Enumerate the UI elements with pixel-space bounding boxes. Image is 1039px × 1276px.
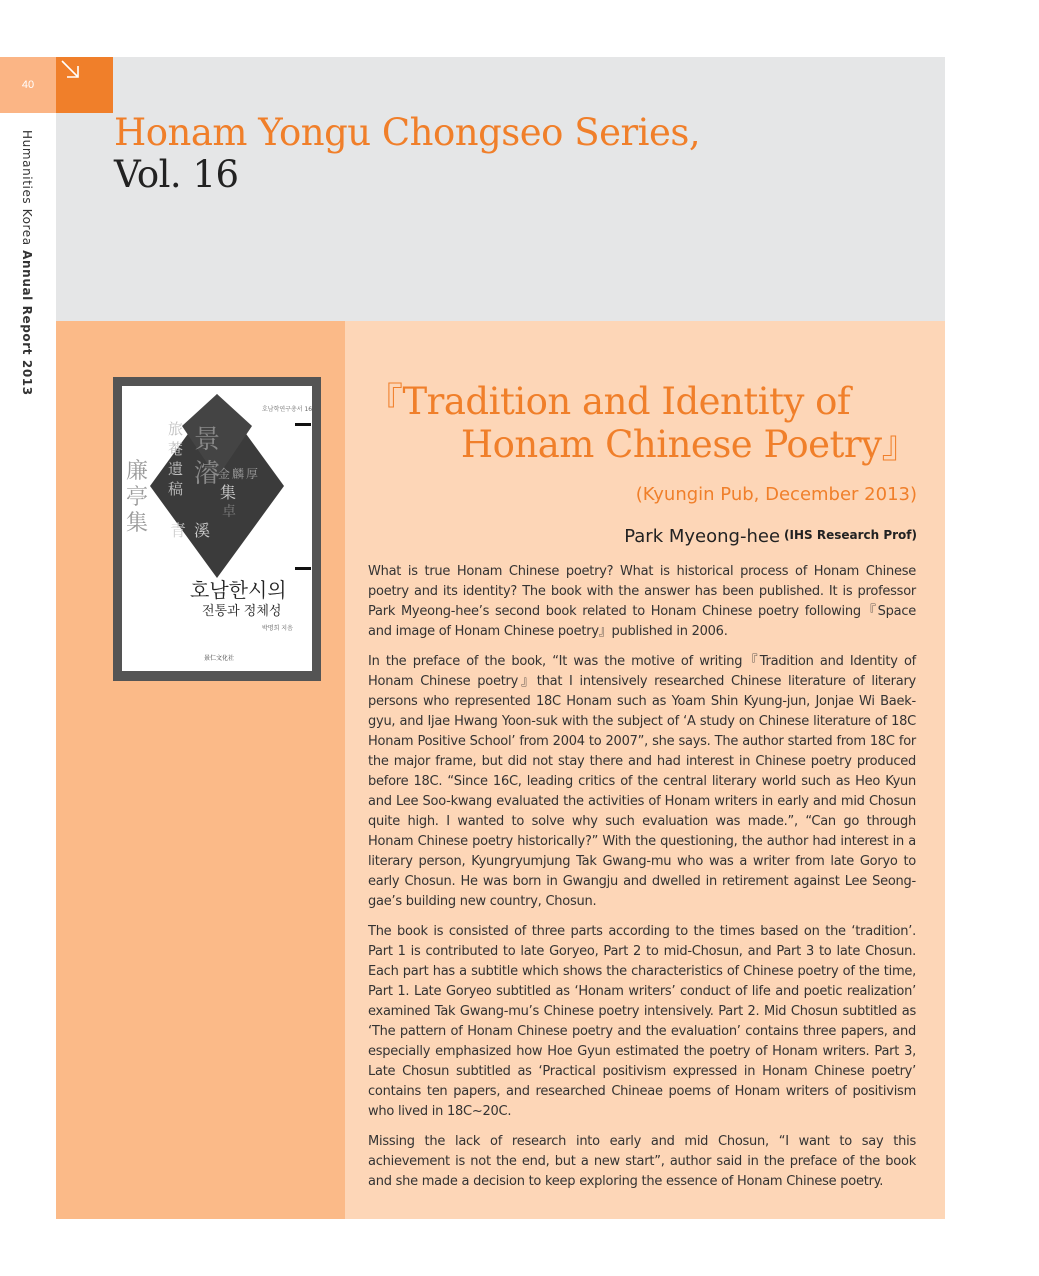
side-label-bold: Annual Report 2013 xyxy=(20,250,34,396)
calligraphy-char: 廉 xyxy=(126,459,149,484)
cover-tick-mark xyxy=(295,423,311,426)
calligraphy-char: 青 xyxy=(170,521,187,540)
calligraphy-char: 菴 xyxy=(168,440,184,458)
page-number-box xyxy=(0,57,56,113)
cover-title-line2: 전통과 정체성 xyxy=(202,604,282,619)
cover-series-label: 호남학연구총서 16 xyxy=(262,406,312,413)
article-body xyxy=(368,562,916,1202)
arrow-box xyxy=(56,57,113,113)
calligraphy-char: 亭 xyxy=(126,485,149,510)
calligraphy-char: 集 xyxy=(126,511,149,536)
calligraphy-char: 麟 xyxy=(232,467,245,481)
series-title-line1: Honam Yongu Chongseo Series, xyxy=(114,111,701,154)
cover-title-line1: 호남한시의 xyxy=(190,578,287,602)
side-label-light: Humanities Korea xyxy=(20,130,34,251)
article-title xyxy=(366,380,918,466)
calligraphy-char: 遺 xyxy=(168,460,184,478)
calligraphy-char: 溪 xyxy=(194,521,211,540)
body-paragraph: Missing the lack of research into early and mid Chosun, “I want to say this achievement is not the end, but a new start”, author said in the preface of the book and she made a decision to keep exploring the essence of Honam Chinese poetry. xyxy=(368,1134,916,1189)
calligraphy-char: 稿 xyxy=(168,480,184,498)
header-band-left xyxy=(56,113,113,321)
cover-tick-mark xyxy=(295,567,311,570)
calligraphy-char: 景 xyxy=(194,425,221,455)
article-title-line2: Honam Chinese Poetry』 xyxy=(460,423,918,466)
article-title-line1: 『Tradition and Identity of xyxy=(366,380,851,423)
calligraphy-char: 濬 xyxy=(194,459,221,489)
series-title xyxy=(114,112,700,196)
calligraphy-char: 卓 xyxy=(222,504,236,520)
body-paragraph: The book is consisted of three parts according to the times based on the ‘tradition’. Part 1 is contributed to late Goryeo, Part 2 to mid-Chosun, and Part 3 to late Chosun. Each part has a subtitle which shows the characteristics of Chinese poetry of the time, Part 1. Late Goryeo subtitled as ‘Honam writers’ conduct of life and poetic realization’ examined Tak Gwang-mu’s Chinese poetry intensively. Part 2. Mid Chosun subtitled as ‘The pattern of Honam Chinese poetry and the evaluation’ contains three papers, and especially emphasized how Hoe Gyun estimated the poetry of Honam writers. Part 3, Late Chosun subtitled as ‘Practical positivism expressed in Honam Chinese poetry’ contains ten papers, and researched Chineae poems of Honam writers of positivism who lived in 18C~20C. xyxy=(368,924,916,1119)
calligraphy-char: 金 xyxy=(218,467,231,481)
author-affiliation: (IHS Research Prof) xyxy=(784,528,917,542)
calligraphy-char: 集 xyxy=(220,483,237,502)
body-paragraph: In the preface of the book, “It was the motive of writing『Tradition and Identity of Honam Chinese poetry』that I intensively researched Chinese literature of literary persons who represented 18C Honam such as Yoam Shin Kyung-jun, Jonjae Wi Baek-gyu, and Ijae Hwang Yoon-suk with the subject of ‘A study on Chinese literature of 18C Honam Positive School’ from 2004 to 2007”, she says. The author started from 18C for the major frame, but did not stay there and had interest in Chinese poetry produced before 18C. “Since 16C, leading critics of the central literary world such as Heo Kyun and Lee Soo-kwang evaluated the activities of Honam writers in early and mid Chosun quite high. I wanted to solve why such evaluation was made.”, “Can go through Honam Chinese poetry historically?” With the questioning, the author had interest in a literary person, Kyungryumjung Tak Gwang-mu who was a writer from late Goryo to early Chosun. He was born in Gwangju and dwelled in retirement against Lee Seong-gae’s building new country, Chosun. xyxy=(368,654,916,909)
cover-publisher: 景仁文化社 xyxy=(204,655,235,662)
author-name: Park Myeong-hee xyxy=(624,526,781,547)
side-label xyxy=(20,130,34,396)
author-line xyxy=(624,526,917,547)
page-number: 40 xyxy=(21,79,35,91)
series-title-line2: Vol. 16 xyxy=(114,153,239,196)
cover-author: 박명희 지음 xyxy=(262,625,293,632)
calligraphy-char: 旅 xyxy=(168,420,184,438)
calligraphy-char: 厚 xyxy=(246,467,259,481)
arrow-down-right-icon xyxy=(56,57,113,113)
body-paragraph: What is true Honam Chinese poetry? What is historical process of Honam Chinese poetry and its identity? The book with the answer has been published. It is professor Park Myeong-hee’s second book related to Honam Chinese poetry following『Space and image of Honam Chinese poetry』published in 2006. xyxy=(368,564,916,639)
book-cover xyxy=(122,386,312,671)
book-cover-image xyxy=(113,377,321,681)
publisher-info: (Kyungin Pub, December 2013) xyxy=(635,484,917,505)
